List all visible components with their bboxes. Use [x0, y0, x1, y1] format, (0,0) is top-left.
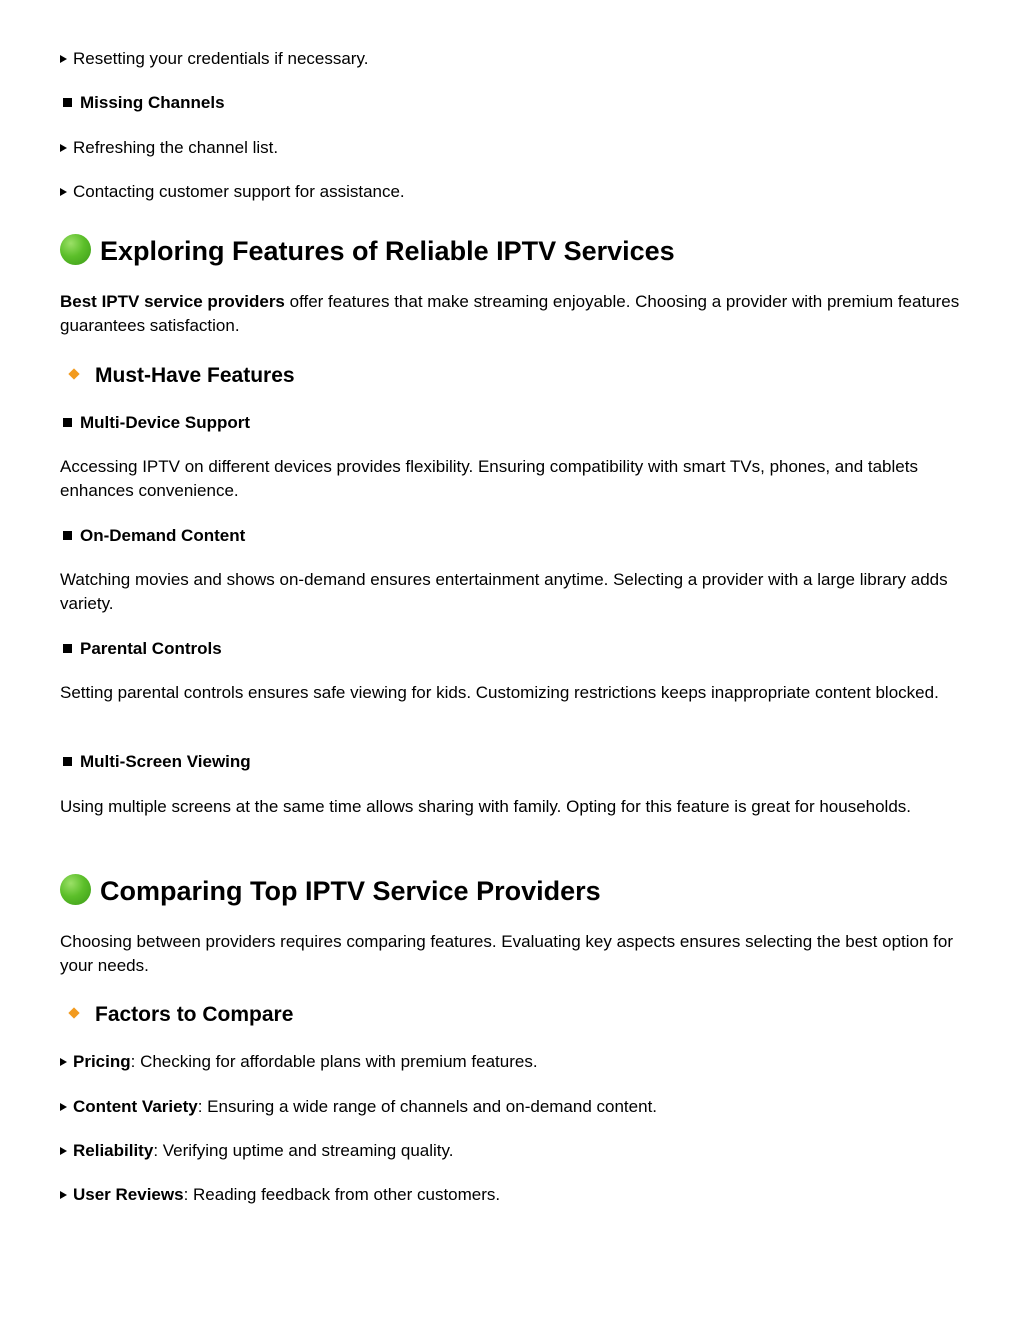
section-title-compare	[60, 873, 601, 909]
feature-heading-text: Parental Controls	[80, 639, 222, 658]
feature-heading-text: On-Demand Content	[80, 526, 246, 545]
triangle-right-icon	[60, 55, 67, 63]
feature-heading-text: Multi-Screen Viewing	[80, 752, 251, 771]
triangle-right-icon	[60, 188, 67, 196]
factor-text: : Reading feedback from other customers.	[183, 1185, 501, 1204]
bullet-item-reset	[60, 47, 368, 71]
black-square-icon	[63, 98, 72, 107]
feature-description: Using multiple screens at the same time allows sharing with family. Opting for this feature is great for households.	[60, 797, 912, 816]
subsection-title-text: Factors to Compare	[95, 1003, 294, 1026]
factor-label: User Reviews	[73, 1185, 184, 1204]
factor-text: : Verifying uptime and streaming quality.	[153, 1141, 454, 1160]
triangle-right-icon	[60, 1191, 67, 1199]
bullet-text: Resetting your credentials if necessary.	[73, 49, 369, 68]
section-title-text: Comparing Top IPTV Service Providers	[100, 876, 601, 906]
features-intro-paragraph	[60, 290, 970, 338]
triangle-right-icon	[60, 1058, 67, 1066]
factor-item	[60, 1050, 538, 1074]
feature-description: Watching movies and shows on-demand ensures entertainment anytime. Selecting a provider with a large library adds variety.	[60, 570, 948, 613]
bullet-item-contact	[60, 180, 405, 204]
factor-text: : Ensuring a wide range of channels and on-demand content.	[197, 1097, 658, 1116]
bullet-text: Contacting customer support for assistance.	[73, 182, 405, 201]
factor-item	[60, 1139, 454, 1163]
green-circle-icon	[60, 874, 91, 905]
subsection-title-factors	[60, 1001, 293, 1029]
intro-bold-text: Best IPTV service providers	[60, 292, 285, 311]
orange-diamond-icon	[68, 1008, 79, 1019]
feature-heading	[60, 411, 250, 435]
subheading-missing-channels	[60, 91, 225, 115]
triangle-right-icon	[60, 1103, 67, 1111]
orange-diamond-icon	[68, 369, 79, 380]
black-square-icon	[63, 757, 72, 766]
feature-description: Accessing IPTV on different devices provides flexibility. Ensuring compatibility with smart TVs, phones, and tablets enhances convenience.	[60, 457, 918, 500]
factor-label: Reliability	[73, 1141, 154, 1160]
factor-text: : Checking for affordable plans with premium features.	[130, 1052, 538, 1071]
black-square-icon	[63, 644, 72, 653]
green-circle-icon	[60, 234, 91, 265]
bullet-item-refresh	[60, 136, 278, 160]
subsection-title-must-have	[60, 362, 295, 390]
factor-item	[60, 1183, 500, 1207]
feature-heading-text: Multi-Device Support	[80, 413, 251, 432]
section-title-features	[60, 233, 675, 269]
triangle-right-icon	[60, 144, 67, 152]
feature-heading	[60, 524, 245, 548]
feature-heading	[60, 750, 251, 774]
intro-rest-text: offer features that make streaming enjoyable. Choosing a provider with premium features guarantees satisfaction.	[60, 292, 960, 335]
subsection-title-text: Must-Have Features	[95, 364, 295, 387]
factor-item	[60, 1095, 657, 1119]
bullet-text: Refreshing the channel list.	[73, 138, 279, 157]
feature-heading	[60, 637, 222, 661]
section-title-text: Exploring Features of Reliable IPTV Services	[100, 236, 675, 266]
triangle-right-icon	[60, 1147, 67, 1155]
factor-label: Content Variety	[73, 1097, 198, 1116]
black-square-icon	[63, 531, 72, 540]
factor-label: Pricing	[73, 1052, 131, 1071]
subheading-text: Missing Channels	[80, 93, 225, 112]
compare-intro-paragraph: Choosing between providers requires comparing features. Evaluating key aspects ensures selecting the best option for your needs.	[60, 932, 954, 975]
black-square-icon	[63, 418, 72, 427]
feature-description: Setting parental controls ensures safe viewing for kids. Customizing restrictions keeps inappropriate content blocked.	[60, 683, 939, 702]
